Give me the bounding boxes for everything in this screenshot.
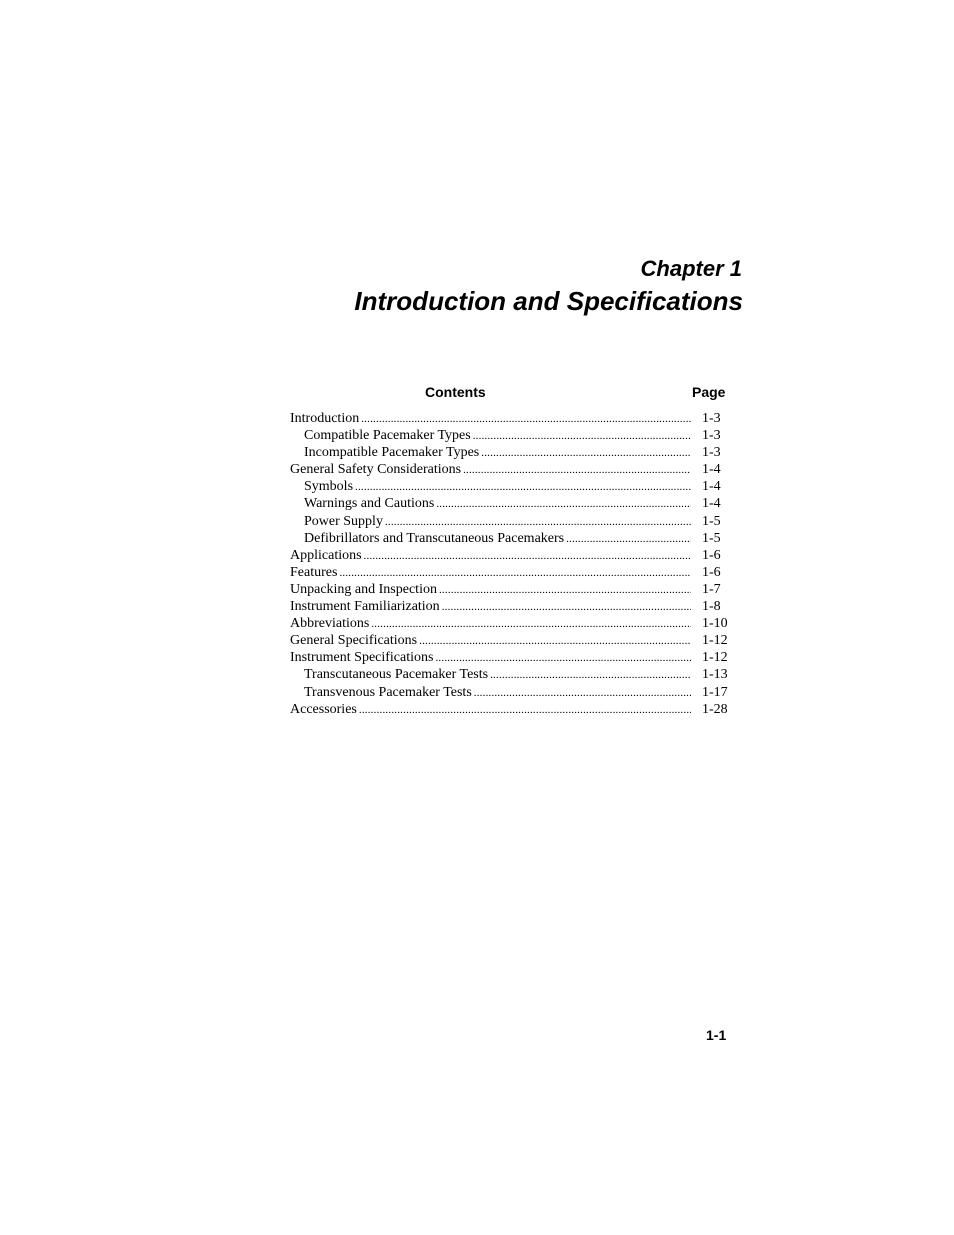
toc-entry-text xyxy=(290,649,702,667)
toc-entry-page: 1-17 xyxy=(702,684,728,700)
toc-dot-leader xyxy=(566,531,691,548)
toc-entry-text xyxy=(290,547,702,565)
toc-entry-text xyxy=(290,598,702,616)
toc-entry-text xyxy=(290,581,702,599)
toc-entry[interactable] xyxy=(290,547,731,564)
toc-dot-leader xyxy=(439,582,691,599)
toc-entry[interactable] xyxy=(290,684,731,701)
toc-dot-leader xyxy=(463,462,691,479)
toc-entry[interactable] xyxy=(290,444,731,461)
toc-entry-title: Warnings and Cautions xyxy=(304,496,435,512)
toc-page-header: Page xyxy=(692,384,726,400)
toc-entry-text xyxy=(290,444,702,462)
toc-dot-leader xyxy=(481,445,691,462)
toc-dot-leader xyxy=(364,548,691,565)
toc-entry-text xyxy=(290,478,702,496)
toc-entry-text xyxy=(290,461,702,479)
toc-dot-leader xyxy=(490,667,691,684)
toc-entry-page: 1-4 xyxy=(702,496,721,512)
toc-entry[interactable] xyxy=(290,701,731,718)
chapter-label: Chapter 1 xyxy=(640,256,742,281)
toc-entry-page: 1-7 xyxy=(702,581,721,597)
toc-entry-title: Accessories xyxy=(290,701,357,717)
toc-entry-text xyxy=(290,427,702,445)
toc-dot-leader xyxy=(442,599,691,616)
toc-entry-page: 1-10 xyxy=(702,616,728,632)
toc-entry[interactable] xyxy=(290,649,731,666)
toc-dot-leader xyxy=(361,411,691,428)
toc-dot-leader xyxy=(385,514,691,531)
toc-dot-leader xyxy=(436,496,691,513)
toc-entry-page: 1-28 xyxy=(702,701,728,717)
toc-entry-title: Compatible Pacemaker Types xyxy=(304,428,471,444)
toc-contents-header: Contents xyxy=(425,384,486,400)
toc-entry[interactable] xyxy=(290,615,731,632)
toc-entry[interactable] xyxy=(290,564,731,581)
toc-entry-page: 1-3 xyxy=(702,445,721,461)
toc-entry-text xyxy=(290,513,702,531)
toc-entry[interactable] xyxy=(290,666,731,683)
toc-entry-page: 1-12 xyxy=(702,650,728,666)
toc-dot-leader xyxy=(371,616,691,633)
toc-entry[interactable] xyxy=(290,478,731,495)
toc-entry[interactable] xyxy=(290,410,731,427)
toc-entry-page: 1-6 xyxy=(702,547,721,563)
toc-dot-leader xyxy=(474,685,691,702)
toc-entry-title: Abbreviations xyxy=(290,616,370,632)
toc-entry-title: Instrument Familiarization xyxy=(290,599,440,615)
toc-entry-title: Symbols xyxy=(304,479,354,495)
toc-dot-leader xyxy=(473,428,691,445)
toc-entry-page: 1-13 xyxy=(702,667,728,683)
toc-entry-title: Defibrillators and Transcutaneous Pacemakers xyxy=(304,530,565,546)
toc-entry[interactable] xyxy=(290,461,731,478)
toc-entry-title: Transcutaneous Pacemaker Tests xyxy=(304,667,489,683)
toc-entry-text xyxy=(290,615,702,633)
toc-entry-page: 1-5 xyxy=(702,530,721,546)
toc-entry-page: 1-5 xyxy=(702,513,721,529)
toc-entry-title: Introduction xyxy=(290,411,360,426)
toc-entry-title: Power Supply xyxy=(304,513,383,529)
toc-entry-page: 1-12 xyxy=(702,633,728,649)
toc-entry-title: Instrument Specifications xyxy=(290,650,434,666)
toc-dot-leader xyxy=(435,650,691,667)
toc-entry-page: 1-4 xyxy=(702,462,721,478)
toc-entry-text xyxy=(290,632,702,650)
toc-entry-text xyxy=(290,410,702,428)
toc-entry-page: 1-3 xyxy=(702,411,721,426)
chapter-title: Introduction and Specifications xyxy=(354,286,743,316)
toc-entry-title: Unpacking and Inspection xyxy=(290,581,437,597)
toc-dot-leader xyxy=(339,565,691,582)
toc-entry-text xyxy=(290,701,702,719)
toc-entry-text xyxy=(290,495,702,513)
toc-entry-page: 1-8 xyxy=(702,599,721,615)
table-of-contents xyxy=(290,410,731,718)
toc-entry-title: Features xyxy=(290,564,338,580)
toc-entry[interactable] xyxy=(290,581,731,598)
toc-entry-text xyxy=(290,684,702,702)
toc-entry[interactable] xyxy=(290,632,731,649)
toc-entry-page: 1-6 xyxy=(702,564,721,580)
page-number: 1-1 xyxy=(706,1027,727,1043)
toc-entry[interactable] xyxy=(290,530,731,547)
toc-dot-leader xyxy=(419,633,691,650)
toc-entry[interactable] xyxy=(290,427,731,444)
toc-entry-page: 1-3 xyxy=(702,428,721,444)
toc-dot-leader xyxy=(355,479,691,496)
toc-entry-title: General Specifications xyxy=(290,633,418,649)
toc-entry-page: 1-4 xyxy=(702,479,721,495)
toc-entry[interactable] xyxy=(290,495,731,512)
toc-entry[interactable] xyxy=(290,513,731,530)
toc-entry[interactable] xyxy=(290,598,731,615)
toc-entry-text xyxy=(290,666,702,684)
toc-entry-text xyxy=(290,530,702,548)
toc-entry-title: Incompatible Pacemaker Types xyxy=(304,445,480,461)
toc-dot-leader xyxy=(359,702,691,719)
toc-entry-title: Transvenous Pacemaker Tests xyxy=(304,684,472,700)
toc-entry-text xyxy=(290,564,702,582)
toc-entry-title: General Safety Considerations xyxy=(290,462,462,478)
toc-entry-title: Applications xyxy=(290,547,362,563)
